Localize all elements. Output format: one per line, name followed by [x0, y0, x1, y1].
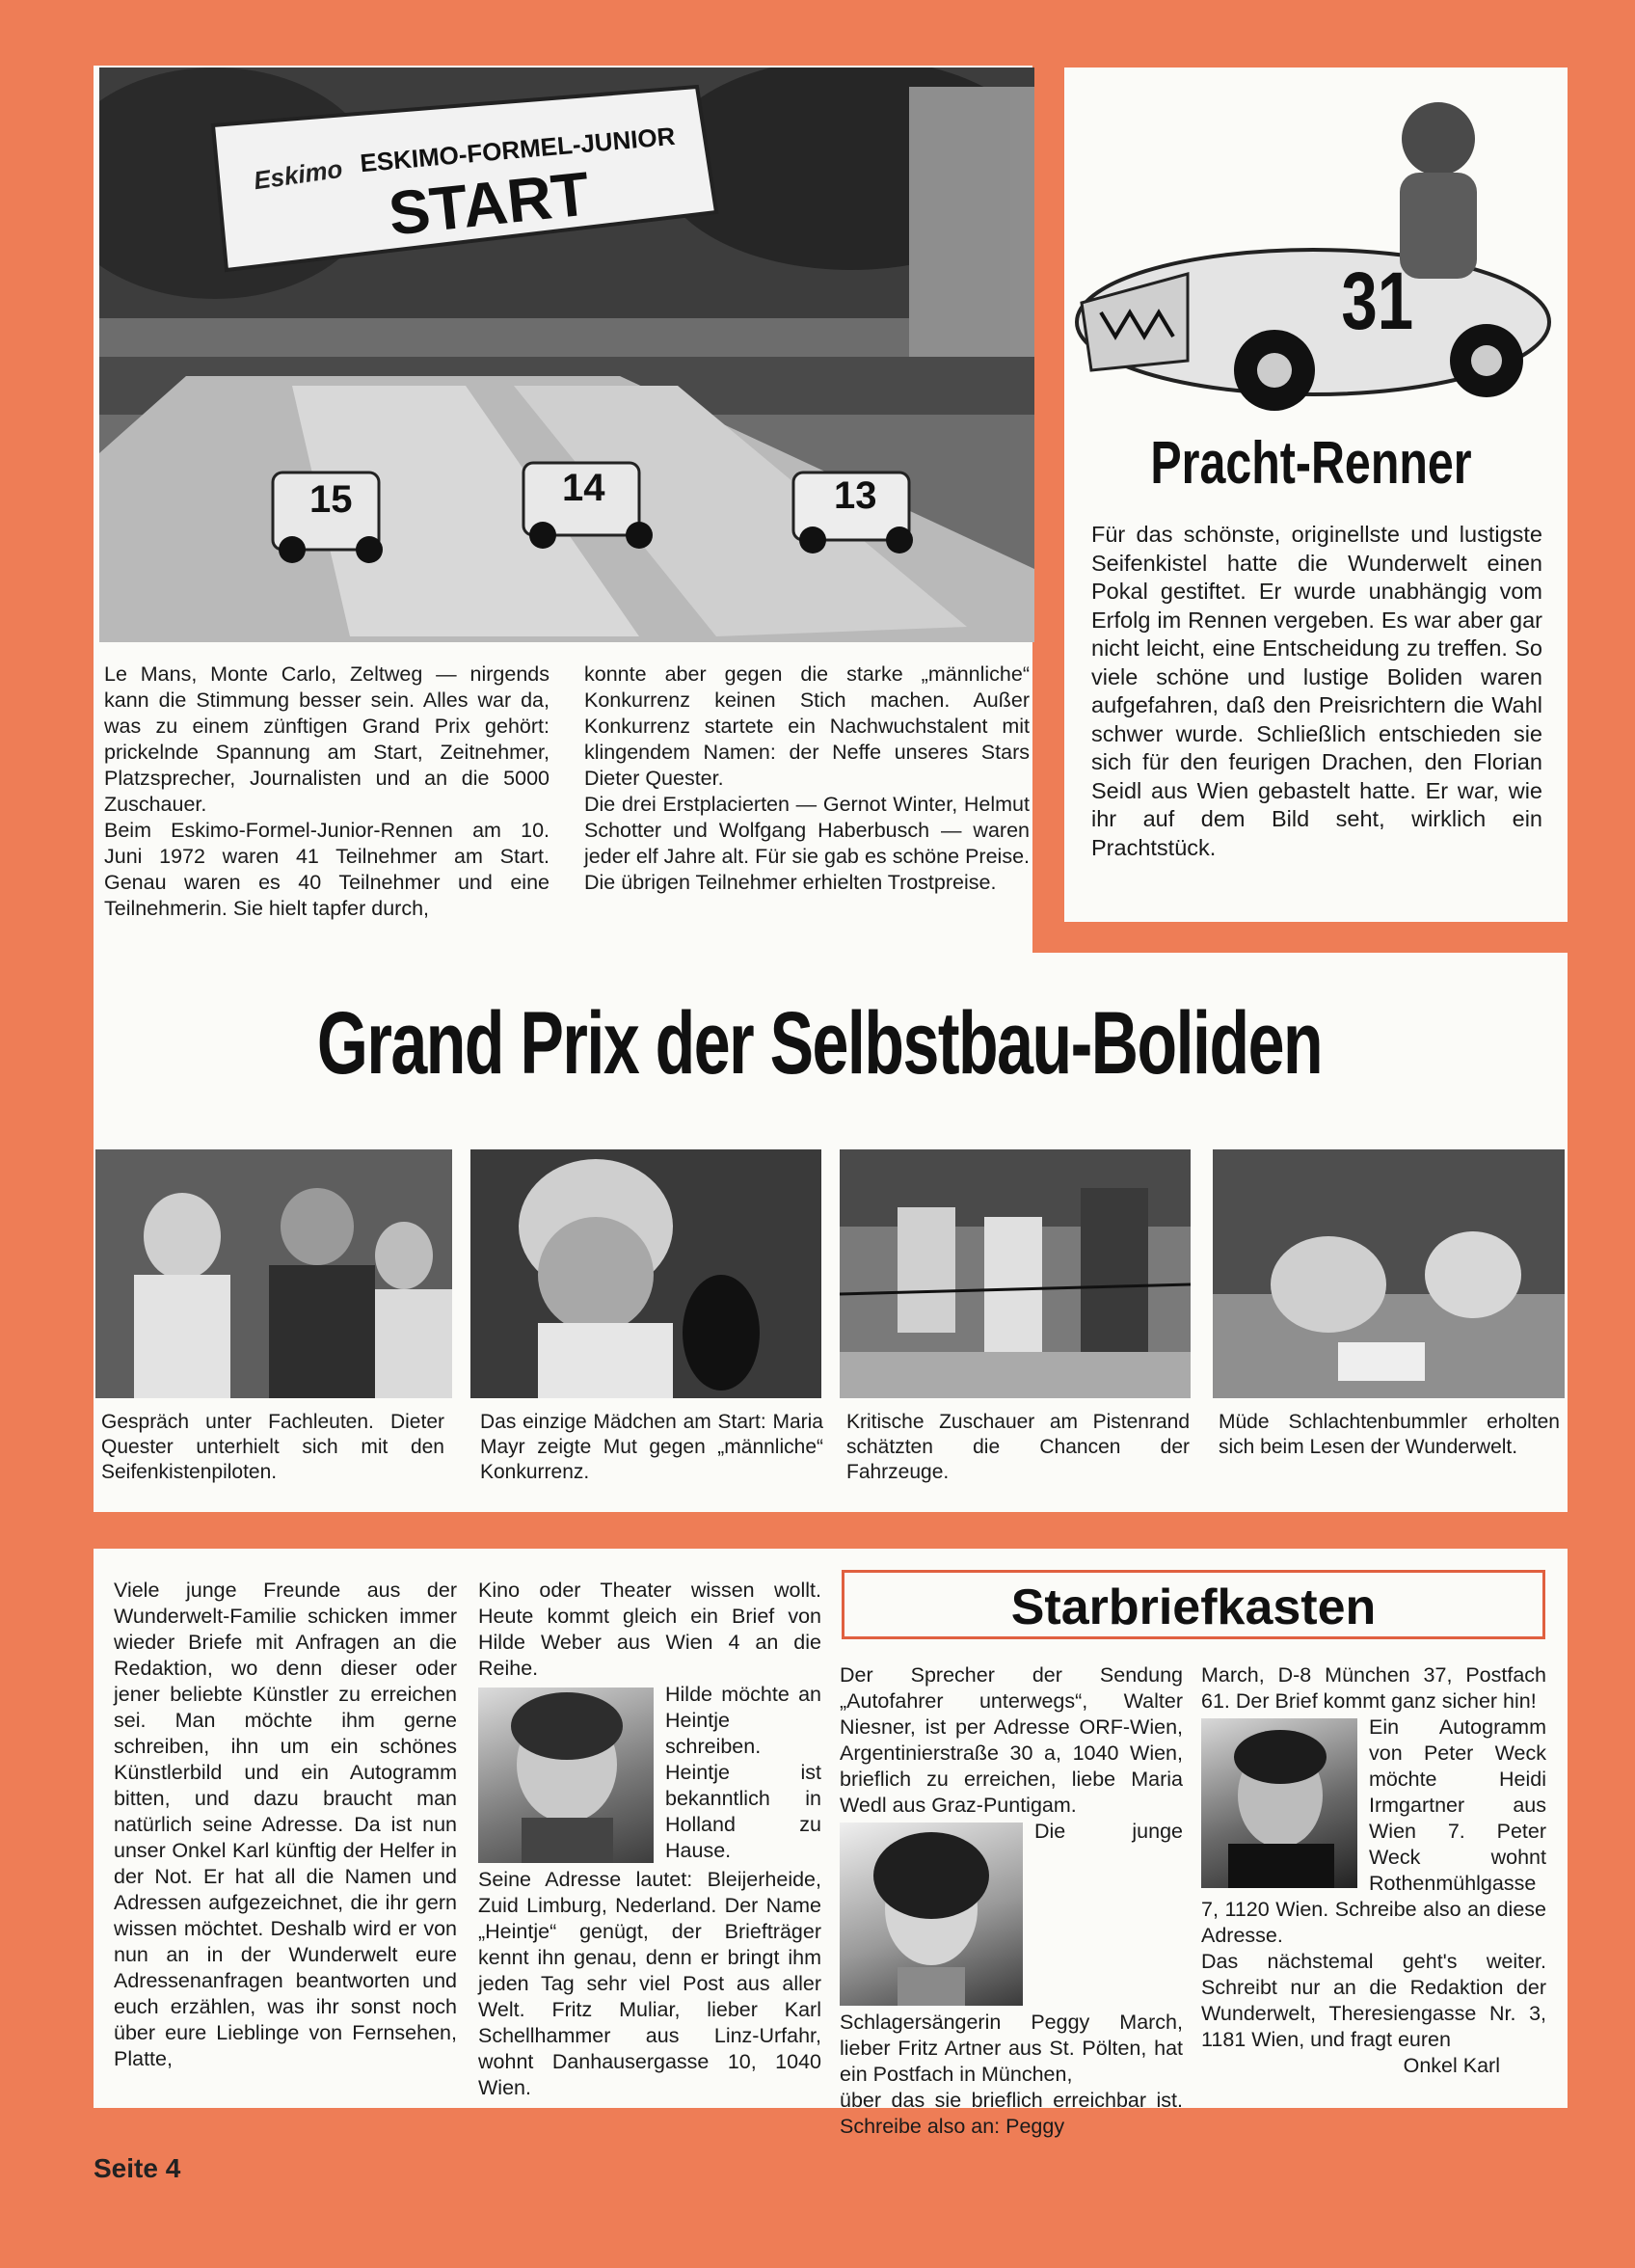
caption-2: Das einzige Mädchen am Start: Maria Mayr zeigte Mut gegen „männliche“ Konkurrenz.: [480, 1411, 823, 1483]
photo-zuschauer: [840, 1149, 1191, 1398]
peter-weck-photo: [1201, 1718, 1357, 1888]
peggy-march-photo: [840, 1822, 1023, 2006]
mail-col4-rest: Das nächstemal geht's weiter. Schreibt nur an die Redaktion der Wunderwelt, Theresiengasse Nr. 3, 1181 Wien, und fragt euren: [1201, 1950, 1546, 2051]
dragon-car-number: 31: [1341, 256, 1414, 346]
caption-4: Müde Schlachtenbummler erholten sich beim Lesen der Wunderwelt.: [1219, 1411, 1560, 1458]
mail-col4: [1201, 1662, 1546, 2079]
photo-schlachtenbummler: [1213, 1149, 1565, 1398]
article-col1-p2: Beim Eskimo-Formel-Junior-Rennen am 10. Juni 1972 waren 41 Teilnehmer am Start. Genau waren es 40 Teilnehmer und eine Teilnehmerin. Sie hielt tapfer durch,: [104, 819, 549, 920]
mail-col2: [478, 1578, 821, 2101]
photo-maedchen: [470, 1149, 821, 1398]
article-col2: [584, 662, 1030, 896]
banner-line2: START: [385, 158, 593, 249]
photo-fachleute: [95, 1149, 452, 1398]
banner-line1: ESKIMO-FORMEL-JUNIOR: [359, 121, 677, 178]
mail-col2-intro: Kino oder Theater wissen wollt. Heute kommt gleich ein Brief von Hilde Weber aus Wien 4 an die Reihe.: [478, 1579, 821, 1680]
starbriefkasten-title: Starbriefkasten: [1010, 1580, 1377, 1635]
race-start-photo: [99, 68, 1034, 642]
page-number: Seite 4: [94, 2153, 181, 2183]
article-col2-p1: konnte aber gegen die starke „männliche“ Konkurrenz keinen Stich machen. Außer Konkurrenz startete ein Nachwuchstalent mit klingendem Namen: der Neffe unseres Stars Dieter Quester.: [584, 662, 1030, 790]
mail-col3-rest: über das sie brieflich erreichbar ist. Schreibe also an: Peggy: [840, 2089, 1183, 2138]
mail-col3: [840, 1662, 1183, 2140]
article-col1: [104, 662, 549, 922]
banner-brand: Eskimo: [252, 153, 345, 196]
mail-col3-intro: Der Sprecher der Sendung „Autofahrer unterwegs“, Walter Niesner, ist per Adresse ORF-Wien, Argentinierstraße 30 a, 1040 Wien, brieflich zu erreichen, liebe Maria Wedl aus Graz-Puntigam.: [840, 1663, 1183, 1817]
dragon-car-photo: [1072, 81, 1560, 418]
signature: Onkel Karl: [1403, 2054, 1500, 2077]
heintje-photo: [478, 1688, 654, 1863]
mail-col2-rest: Seine Adresse lautet: Bleijerheide, Zuid Limburg, Nederland. Der Name „Heintje“ genügt, der Briefträger kennt ihn genau, denn er bringt ihm jeden Tag sehr viel Post aus aller Welt. Fritz Muliar, lieber Karl Schellhammer aus Linz-Urfahr, wohnt Danhausergasse 10, 1040 Wien.: [478, 1868, 821, 2099]
article-col1-p1: Le Mans, Monte Carlo, Zeltweg — nirgends kann die Stimmung besser sein. Alles war da, was zu einem zünftigen Grand Prix gehört: prickelnde Spannung am Start, Zeitnehmer, Platzsprecher, Journalisten und an die 5000 Zuschauer.: [104, 662, 549, 816]
mail-col4-beside: Ein Autogramm von Peter Weck möchte Heidi Irmgartner aus Wien 7. Peter Weck wohnt Rothenmühlgasse 7, 1120 Wien. Schreibe also an diese Adresse.: [1201, 1715, 1546, 1947]
car-number-2: 14: [562, 467, 605, 509]
mail-col4-intro: March, D-8 München 37, Postfach 61. Der Brief kommt ganz sicher hin!: [1201, 1663, 1546, 1713]
article-col2-p2: Die drei Erstplacierten — Gernot Winter, Helmut Schotter und Wolfgang Haberbusch — waren jeder elf Jahre alt. Für sie gab es schöne Preise. Die übrigen Teilnehmer erhielten Trostpreise.: [584, 793, 1030, 894]
pracht-text: Für das schönste, originellste und lustigste Seifenkistel hatte die Wunderwelt einen Pokal gestiftet. Er wurde unabhängig vom Erfolg im Rennen vergeben. Es war aber gar nicht leicht, eine Entscheidung zu treffen. So viele schöne und lustige Boliden waren aufgefahren, daß den Preisrichtern die Wahl schwer wurde. Schließlich entschieden sie sich für den feurigen Drachen, den Florian Seidl aus Wien gebastelt hatte. Er war, wie ihr auf dem Bild seht, wirklich ein Prachtstück.: [1091, 522, 1542, 860]
car-number-1: 15: [309, 478, 353, 521]
mail-col1: Viele junge Freunde aus der Wunderwelt-Familie schicken immer wieder Briefe mit Anfragen an die Redaktion, wo denn dieser oder jener beliebte Künstler zu erreichen sei. Man möchte ihm gerne schreiben, ihn um ein schönes Künstlerbild und ein Autogramm bitten, und dazu braucht man natürlich seine Adresse. Da ist nun unser Onkel Karl künftig der Helfer in der Not. Er hat all die Namen und Adressen aufgezeichnet, die ihr gern wissen möchtet. Deshalb wird er von nun an in der Wunderwelt eure Adressenanfragen beantworten und euch erzählen, was ihr sonst noch über eure Lieblinge von Fernsehen, Platte,: [114, 1579, 457, 2070]
caption-1: Gespräch unter Fachleuten. Dieter Quester unterhielt sich mit den Seifenkistenpiloten.: [101, 1411, 444, 1483]
car-number-3: 13: [834, 474, 877, 517]
pracht-title: Pracht-Renner: [1150, 430, 1472, 497]
starbriefkasten-box: [842, 1570, 1545, 1639]
mail-col3-beside: Die junge Schlagersängerin Peggy March, lieber Fritz Artner aus St. Pölten, hat ein Postfach in München,: [840, 1820, 1183, 2086]
headline: Grand Prix der Selbstbau-Boliden: [316, 994, 1323, 1093]
mail-col2-beside: Hilde möchte an Heintje schreiben. Heintje ist bekanntlich in Holland zu Hause.: [665, 1683, 821, 1862]
caption-3: Kritische Zuschauer am Pistenrand schätzten die Chancen der Fahrzeuge.: [846, 1411, 1190, 1483]
